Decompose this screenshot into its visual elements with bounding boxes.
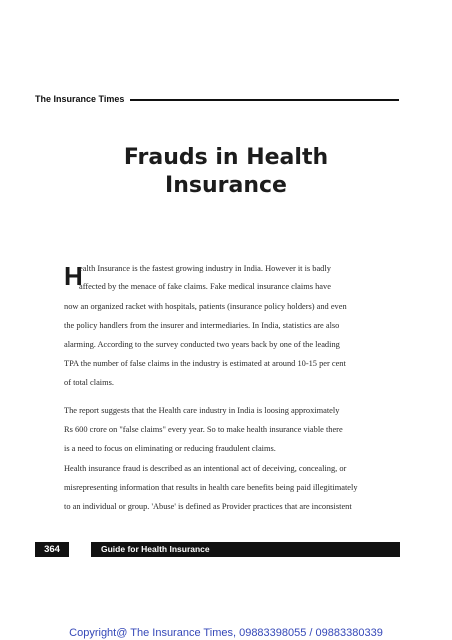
article-title: [0, 144, 452, 200]
paragraph-3: [64, 464, 382, 524]
paragraph-line: The report suggests that the Health care industry in India is loosing approximately: [64, 406, 340, 415]
paragraph-line: affected by the menace of fake claims. Fake medical insurance claims have: [79, 282, 331, 291]
paragraph-line: of total claims.: [64, 378, 115, 387]
drop-cap: H: [64, 261, 83, 291]
running-header: [35, 94, 399, 104]
paragraph-line: to an individual or group. 'Abuse' is defined as Provider practices that are inconsistent: [64, 502, 352, 511]
paragraph-line: now an organized racket with hospitals, patients (insurance policy holders) and even: [64, 302, 347, 311]
article-title-line2: Insurance: [165, 173, 287, 198]
paragraph-line: the policy handlers from the insurer and intermediaries. In India, statistics are also: [64, 321, 340, 330]
article-body: [64, 261, 382, 511]
paragraph-line: ealth Insurance is the fastest growing industry in India. However it is badly: [79, 264, 331, 273]
footer-section-title: Guide for Health Insurance: [91, 542, 400, 557]
paragraph-line: misrepresenting information that results in health care benefits being paid illegitimately: [64, 483, 358, 492]
header-rule: [130, 99, 399, 101]
paragraph-1: [64, 262, 382, 392]
paragraph-2: [64, 406, 382, 466]
page-number: 364: [35, 542, 69, 557]
paragraph-line: alarming. According to the survey conducted two years back by one of the leading: [64, 340, 340, 349]
header-title: The Insurance Times: [35, 94, 125, 104]
paragraph-line: Rs 600 crore on "false claims" every year. So to make health insurance viable there: [64, 425, 343, 434]
article-title-line1: Frauds in Health: [123, 145, 329, 170]
copyright-link[interactable]: Copyright@ The Insurance Times, 09883398055 / 09883380339: [69, 627, 383, 639]
paragraph-line: Health insurance fraud is described as an intentional act of deceiving, concealing, or: [64, 464, 347, 473]
paragraph-line: is a need to focus on eliminating or reducing fraudulent claims.: [64, 444, 276, 453]
paragraph-line: TPA the number of false claims in the industry is estimated at around 10-15 per cent: [64, 359, 346, 368]
